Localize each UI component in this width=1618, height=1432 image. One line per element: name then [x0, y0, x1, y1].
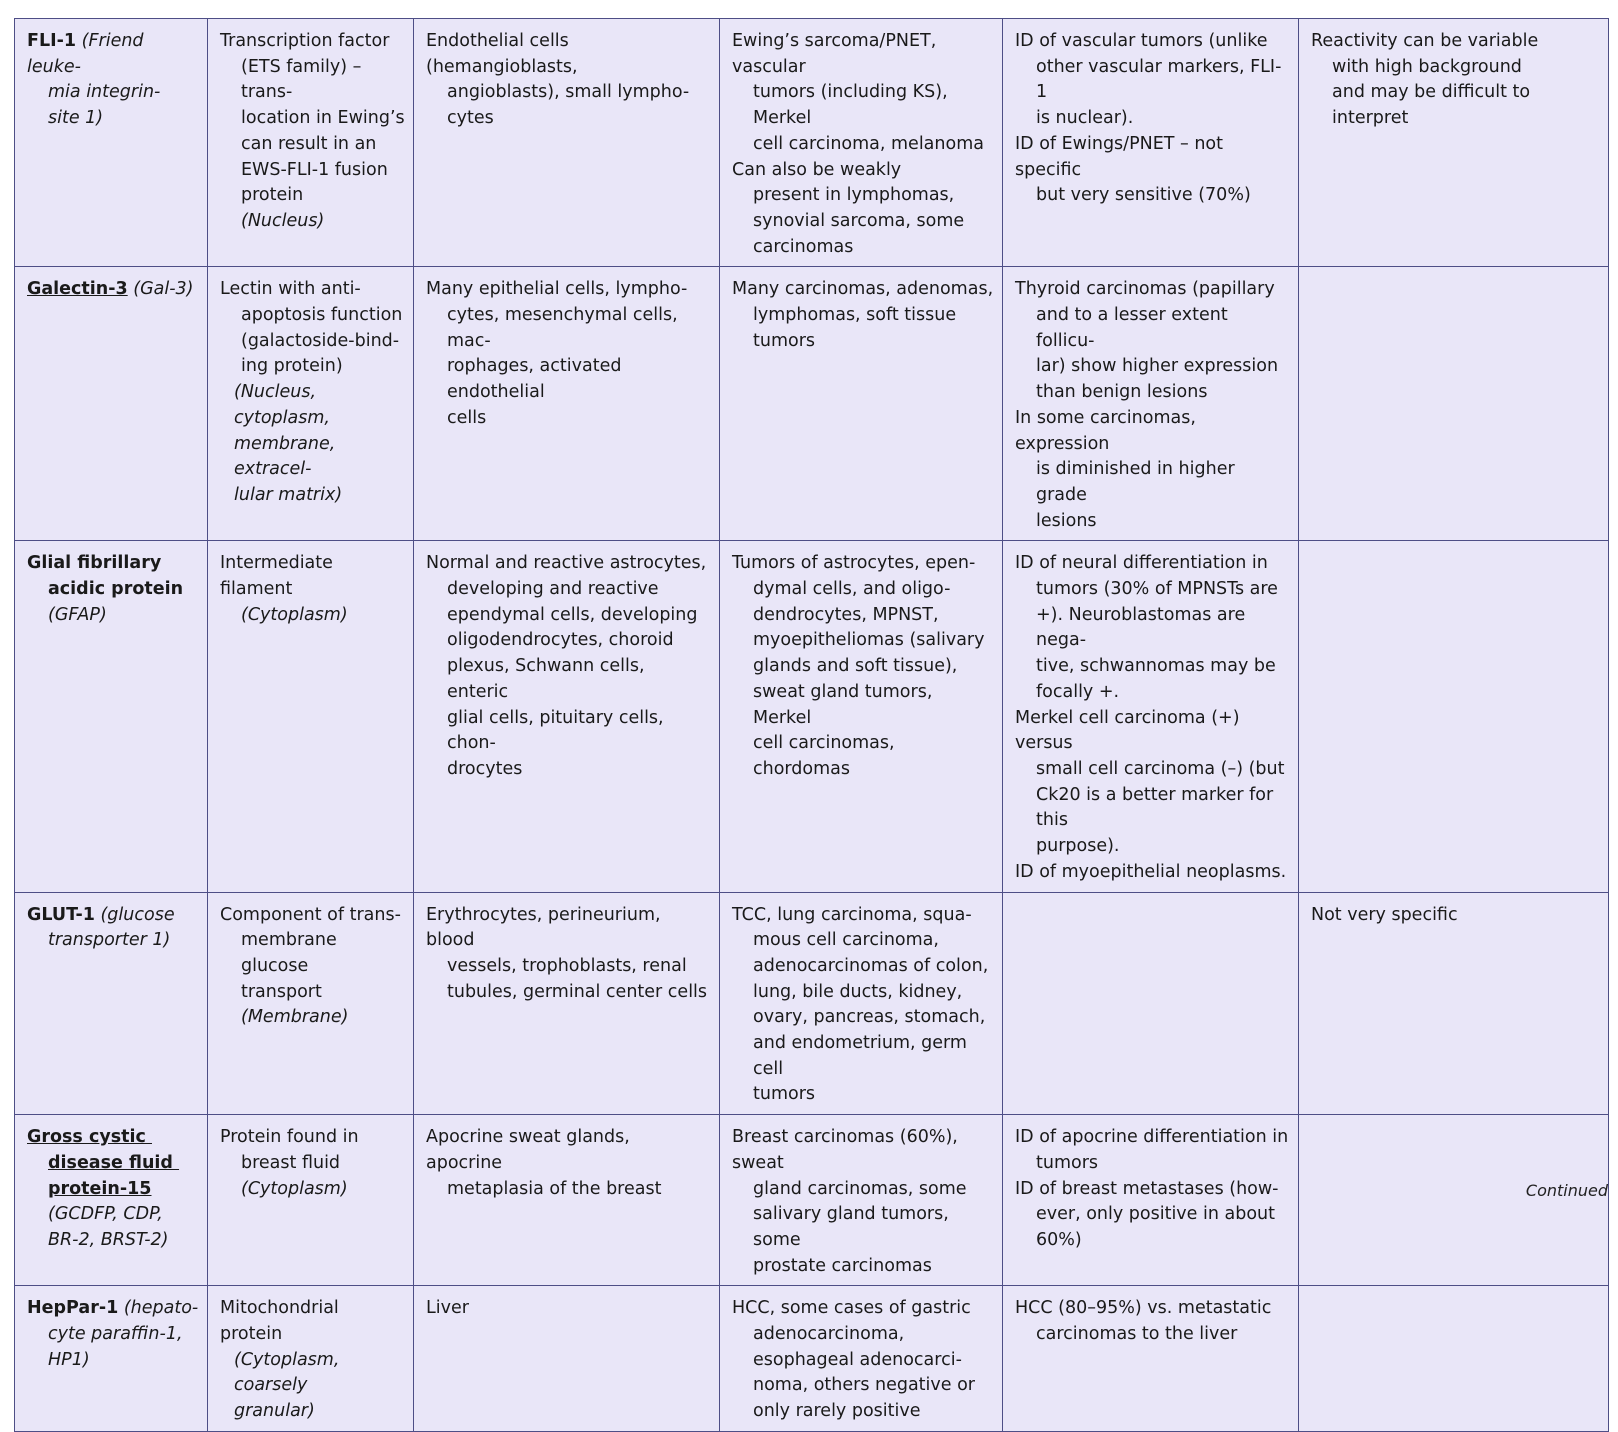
marker-name: disease fluid	[48, 1152, 180, 1173]
function-text-line: (ETS family) – trans-	[241, 56, 362, 103]
cell-entry-line: developing and reactive	[447, 579, 659, 600]
cell-entry-line: Many epithelial cells, lympho-	[426, 279, 688, 300]
cell-entry-line: ovary, pancreas, stomach,	[753, 1007, 986, 1028]
cell-location: lular matrix)	[234, 484, 343, 505]
cell-entry-line: Thyroid carcinomas (papillary	[1015, 279, 1275, 300]
function-cell	[208, 1286, 414, 1432]
marker-synonym: (hepato-	[118, 1298, 199, 1319]
cell-entry-line: ID of apocrine differentiation in	[1015, 1127, 1289, 1148]
function-text	[220, 551, 405, 602]
cell-entry-line: vessels, trophoblasts, renal	[447, 955, 687, 976]
marker-name: GLUT-1	[27, 904, 95, 925]
continued-note: Continued	[1525, 1181, 1608, 1200]
cell-entry	[732, 1296, 994, 1425]
cell-entry-line: cell carcinomas, chordomas	[753, 733, 895, 779]
cell-entry-line: lar) show higher expression	[1036, 356, 1279, 377]
function-text-line: location in Ewing’s	[241, 108, 405, 129]
cell-entry-line: synovial sarcoma, some	[753, 210, 965, 231]
marker-line	[27, 29, 199, 80]
marker-name: Glial fibrillary	[27, 553, 162, 574]
cell-entry-line: plexus, Schwann cells, enteric	[447, 656, 645, 702]
cell-entry-line: ID of neural differentiation in	[1015, 553, 1268, 574]
marker-synonym: (Gal-3)	[127, 279, 194, 300]
normal-tissue-cell	[414, 541, 720, 892]
cell-entry	[1015, 551, 1290, 705]
comments-cell	[1299, 1115, 1609, 1286]
function-text-line: can result in an	[241, 133, 377, 154]
cell-location: granular)	[234, 1401, 315, 1422]
function-text	[220, 29, 405, 209]
marker-cell	[15, 541, 208, 892]
cell-entry-line: carcinomas	[753, 236, 854, 257]
cell-entry-line: tumors	[753, 1084, 816, 1105]
cell-location: (Membrane)	[241, 1007, 349, 1028]
cell-entry-line: Liver	[426, 1298, 469, 1319]
table-row	[15, 19, 1609, 267]
normal-tissue-cell	[414, 267, 720, 541]
cell-entry-line: glial cells, pituitary cells, chon-	[447, 707, 664, 754]
diagnostic-use-cell	[1003, 1286, 1299, 1432]
cell-entry-line: Normal and reactive astrocytes,	[426, 553, 707, 574]
cell-entry-line: Merkel cell carcinoma (+) versus	[1015, 707, 1240, 754]
cell-entry-line: prostate carcinomas	[753, 1255, 932, 1276]
cell-entry	[426, 1296, 711, 1322]
function-text-line: EWS-FLI-1 fusion	[241, 159, 388, 180]
cell-entry-line: glands and soft tissue),	[753, 656, 958, 677]
cell-entry	[1015, 706, 1290, 860]
tumors-cell	[720, 19, 1003, 267]
cell-entry-line: tumors (30% of MPNSTs are	[1036, 579, 1278, 600]
cell-location: (Cytoplasm)	[241, 604, 348, 625]
function-text-line: Mitochondrial protein	[220, 1298, 339, 1345]
cell-entry	[1015, 1125, 1290, 1176]
cell-entry-line: purpose).	[1036, 836, 1120, 857]
function-cell	[208, 267, 414, 541]
marker-synonym: site 1)	[48, 108, 104, 129]
cell-entry-line: TCC, lung carcinoma, squa-	[732, 904, 972, 925]
function-text-line: (galactoside-bind-	[241, 330, 400, 351]
cell-entry-line: metaplasia of the breast	[447, 1178, 662, 1199]
function-text-line: ing protein)	[241, 356, 343, 377]
cell-entry	[1015, 860, 1290, 886]
cell-location: membrane, extracel-	[234, 433, 336, 480]
cell-entry-line: cells	[447, 407, 487, 428]
cell-entry	[1015, 406, 1290, 535]
tumors-cell	[720, 1115, 1003, 1286]
marker-cell	[15, 19, 208, 267]
marker-synonym: mia integrin-	[48, 82, 161, 103]
cell-entry-line: gland carcinomas, some	[753, 1178, 967, 1199]
function-text	[220, 277, 405, 380]
marker-synonym: (Friend leuke-	[27, 31, 144, 77]
cell-entry-line: adenocarcinomas of colon,	[753, 955, 989, 976]
table-row	[15, 267, 1609, 541]
cell-location: (Cytoplasm, coarsely	[234, 1349, 340, 1396]
function-cell	[208, 1115, 414, 1286]
cell-entry	[1015, 277, 1290, 406]
cell-entry	[1015, 132, 1290, 209]
marker-synonym: cyte paraffin-1,	[48, 1324, 183, 1345]
function-cell	[208, 892, 414, 1115]
table-row	[15, 541, 1609, 892]
marker-cell	[15, 267, 208, 541]
cell-entry-line: tumors (including KS), Merkel	[753, 82, 948, 129]
cell-entry-line: is nuclear).	[1036, 108, 1134, 129]
diagnostic-use-cell	[1003, 267, 1299, 541]
cell-entry-line: Reactivity can be variable	[1311, 31, 1539, 51]
cell-entry-line: In some carcinomas, expression	[1015, 407, 1196, 454]
function-text-line: breast fluid	[241, 1152, 341, 1173]
function-text	[220, 1296, 405, 1347]
cell-entry-line: Not very specific	[1311, 904, 1458, 925]
cell-entry-line: other vascular markers, FLI-1	[1036, 56, 1282, 103]
cell-entry-line: drocytes	[447, 758, 523, 779]
table-row	[15, 1115, 1609, 1286]
function-text	[220, 1125, 405, 1176]
cell-entry-line: angioblasts), small lympho-	[447, 82, 690, 103]
cell-entry-line: interpret	[1332, 108, 1409, 129]
cell-entry	[732, 29, 994, 158]
marker-name: acidic protein	[48, 579, 184, 600]
cell-entry-line: Endothelial cells (hemangioblasts,	[426, 31, 578, 77]
cell-location: (Nucleus, cytoplasm,	[234, 382, 330, 428]
diagnostic-use-cell	[1003, 1115, 1299, 1286]
marker-name: Gross cystic	[27, 1127, 152, 1148]
cell-entry-line: salivary gland tumors, some	[753, 1204, 949, 1250]
tumors-cell	[720, 267, 1003, 541]
cell-entry-line: and may be difficult to	[1332, 82, 1531, 103]
marker-cell	[15, 1286, 208, 1432]
cell-entry	[732, 551, 994, 782]
function-cell	[208, 19, 414, 267]
function-text-line: apoptosis function	[241, 305, 403, 326]
comments-cell	[1299, 267, 1609, 541]
cell-entry-line: adenocarcinoma,	[753, 1324, 905, 1345]
function-text-line: Transcription factor	[220, 31, 390, 51]
function-text-line: Component of trans-	[220, 904, 401, 925]
cell-entry-line: present in lymphomas,	[753, 185, 955, 206]
cell-entry-line: oligodendrocytes, choroid	[447, 630, 674, 651]
cell-entry	[1311, 29, 1600, 132]
marker-synonym: (GFAP)	[48, 604, 107, 625]
cell-entry	[426, 1125, 711, 1202]
marker-synonym: (glucose	[94, 904, 175, 925]
cell-entry-line: lymphomas, soft tissue	[753, 305, 957, 326]
cell-entry-line: dymal cells, and oligo-	[753, 579, 951, 600]
cell-entry-line: ever, only positive in about	[1036, 1204, 1276, 1225]
comments-cell	[1299, 892, 1609, 1115]
diagnostic-use-cell	[1003, 19, 1299, 267]
cell-entry-line: rophages, activated endothelial	[447, 356, 622, 403]
table-row	[15, 892, 1609, 1115]
cell-entry-line: +). Neuroblastomas are nega-	[1036, 604, 1246, 651]
cell-entry	[426, 29, 711, 132]
marker-line	[27, 903, 199, 929]
cell-entry-line: ID of vascular tumors (unlike	[1015, 31, 1268, 51]
cell-entry-line: carcinomas to the liver	[1036, 1324, 1238, 1345]
cell-entry-line: lung, bile ducts, kidney,	[753, 981, 963, 1002]
function-cell	[208, 541, 414, 892]
function-text-line: Protein found in	[220, 1127, 359, 1148]
cell-entry-line: ID of myoepithelial neoplasms.	[1015, 861, 1287, 882]
tumors-cell	[720, 541, 1003, 892]
cell-entry-line: Ck20 is a better marker for this	[1036, 784, 1274, 831]
marker-line	[27, 1296, 199, 1322]
cell-entry-line: Tumors of astrocytes, epen-	[732, 553, 976, 574]
function-text-line: membrane glucose	[241, 930, 337, 976]
normal-tissue-cell	[414, 1286, 720, 1432]
cell-entry-line: dendrocytes, MPNST,	[753, 604, 939, 625]
cell-location: (Cytoplasm)	[241, 1178, 348, 1199]
cell-entry-line: Breast carcinomas (60%), sweat	[732, 1127, 958, 1173]
cell-entry-line: HCC, some cases of gastric	[732, 1298, 971, 1319]
normal-tissue-cell	[414, 892, 720, 1115]
cell-entry-line: with high background	[1332, 56, 1522, 77]
cell-entry-line: HCC (80–95%) vs. metastatic	[1015, 1298, 1272, 1319]
tumors-cell	[720, 1286, 1003, 1432]
comments-cell	[1299, 1286, 1609, 1432]
marker-synonym: (GCDFP, CDP,	[48, 1204, 163, 1225]
cell-entry-line: tubules, germinal center cells	[447, 981, 708, 1002]
normal-tissue-cell	[414, 19, 720, 267]
cell-entry	[1015, 1296, 1290, 1347]
cell-entry-line: cell carcinoma, melanoma	[753, 133, 984, 154]
cell-entry-line: Can also be weakly	[732, 159, 902, 180]
cell-entry-line: cytes, mesenchymal cells, mac-	[447, 305, 678, 351]
cell-entry-line: noma, others negative or	[753, 1375, 975, 1396]
cell-entry-line: ependymal cells, developing	[447, 604, 698, 625]
cell-entry-line: but very sensitive (70%)	[1036, 185, 1251, 206]
cell-entry	[732, 903, 994, 1109]
marker-name: HepPar-1	[27, 1298, 119, 1319]
function-text-line: Lectin with anti-	[220, 279, 361, 300]
cell-entry-line: ID of breast metastases (how-	[1015, 1178, 1279, 1199]
marker-name: Galectin-3	[27, 279, 128, 300]
marker-cell	[15, 1115, 208, 1286]
cell-entry-line: only rarely positive	[753, 1401, 921, 1422]
marker-synonym: transporter 1)	[48, 930, 171, 951]
cell-entry	[732, 1125, 994, 1279]
marker-synonym: HP1)	[48, 1349, 90, 1370]
cell-entry-line: Ewing’s sarcoma/PNET, vascular	[732, 31, 937, 77]
cell-entry-line: Many carcinomas, adenomas,	[732, 279, 994, 300]
table-row	[15, 1286, 1609, 1432]
cell-entry	[1015, 1177, 1290, 1254]
cell-entry-line: lesions	[1036, 510, 1097, 531]
marker-name: FLI-1	[27, 31, 77, 51]
marker-name: protein-15	[48, 1178, 152, 1199]
cell-entry-line: esophageal adenocarci-	[753, 1349, 962, 1370]
function-text-line: transport	[241, 981, 322, 1002]
cell-entry-line: focally +.	[1036, 681, 1120, 702]
cell-entry-line: tive, schwannomas may be	[1036, 656, 1276, 677]
function-text-line: protein	[241, 185, 304, 206]
cell-entry	[426, 903, 711, 1006]
function-text	[220, 903, 405, 1006]
marker-synonym: BR-2, BRST-2)	[48, 1229, 169, 1250]
cell-entry-line: and endometrium, germ cell	[753, 1033, 967, 1079]
cell-entry	[1015, 29, 1290, 132]
tumors-cell	[720, 892, 1003, 1115]
cell-entry-line: mous cell carcinoma,	[753, 930, 939, 951]
marker-line	[27, 277, 199, 303]
table-body	[15, 19, 1609, 1432]
cell-entry-line: 60%)	[1036, 1229, 1082, 1250]
cell-entry-line: small cell carcinoma (–) (but	[1036, 758, 1285, 779]
cell-entry-line: tumors	[1036, 1152, 1099, 1173]
cell-entry	[426, 551, 711, 782]
cell-entry-line: ID of Ewings/PNET – not specific	[1015, 133, 1224, 180]
normal-tissue-cell	[414, 1115, 720, 1286]
cell-entry-line: tumors	[753, 330, 816, 351]
function-text-line: Intermediate filament	[220, 553, 333, 600]
marker-table	[14, 18, 1609, 1432]
cell-entry-line: than benign lesions	[1036, 382, 1208, 403]
cell-entry	[1311, 903, 1600, 929]
comments-cell	[1299, 19, 1609, 267]
cell-entry-line: sweat gland tumors, Merkel	[753, 681, 933, 728]
cell-entry-line: Apocrine sweat glands, apocrine	[426, 1127, 630, 1173]
cell-entry-line: is diminished in higher grade	[1036, 459, 1235, 505]
cell-entry-line: and to a lesser extent follicu-	[1036, 305, 1228, 351]
diagnostic-use-cell	[1003, 541, 1299, 892]
marker-cell	[15, 892, 208, 1115]
cell-entry-line: cytes	[447, 108, 494, 129]
cell-entry	[732, 277, 994, 354]
cell-entry	[732, 158, 994, 261]
cell-entry-line: myoepitheliomas (salivary	[753, 630, 985, 651]
cell-location: (Nucleus)	[241, 210, 325, 231]
diagnostic-use-cell	[1003, 892, 1299, 1115]
cell-entry-line: Erythrocytes, perineurium, blood	[426, 904, 661, 951]
cell-entry	[426, 277, 711, 431]
comments-cell	[1299, 541, 1609, 892]
